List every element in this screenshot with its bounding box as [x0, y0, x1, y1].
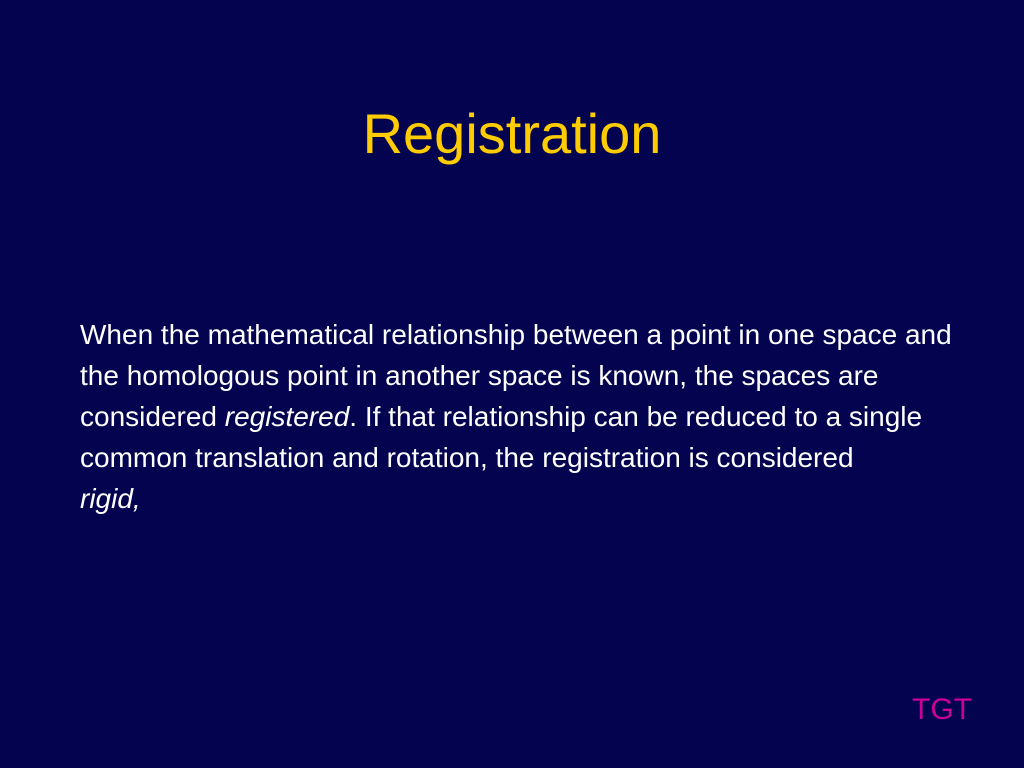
emphasis-registered: registered — [224, 401, 350, 432]
paragraph-text-1: When the mathematical relationship between a point in one space and the homologous point in another space is known, the spaces are considered — [80, 319, 952, 432]
paragraph-text-2: . If that relationship can be reduced to a single common translation and rotation, the registration is considered — [80, 401, 923, 473]
footer-logo-text: TGT — [912, 693, 972, 726]
slide-title: Registration — [362, 102, 662, 165]
emphasis-rigid: rigid, — [80, 483, 141, 514]
slide-body-paragraph — [80, 314, 960, 519]
